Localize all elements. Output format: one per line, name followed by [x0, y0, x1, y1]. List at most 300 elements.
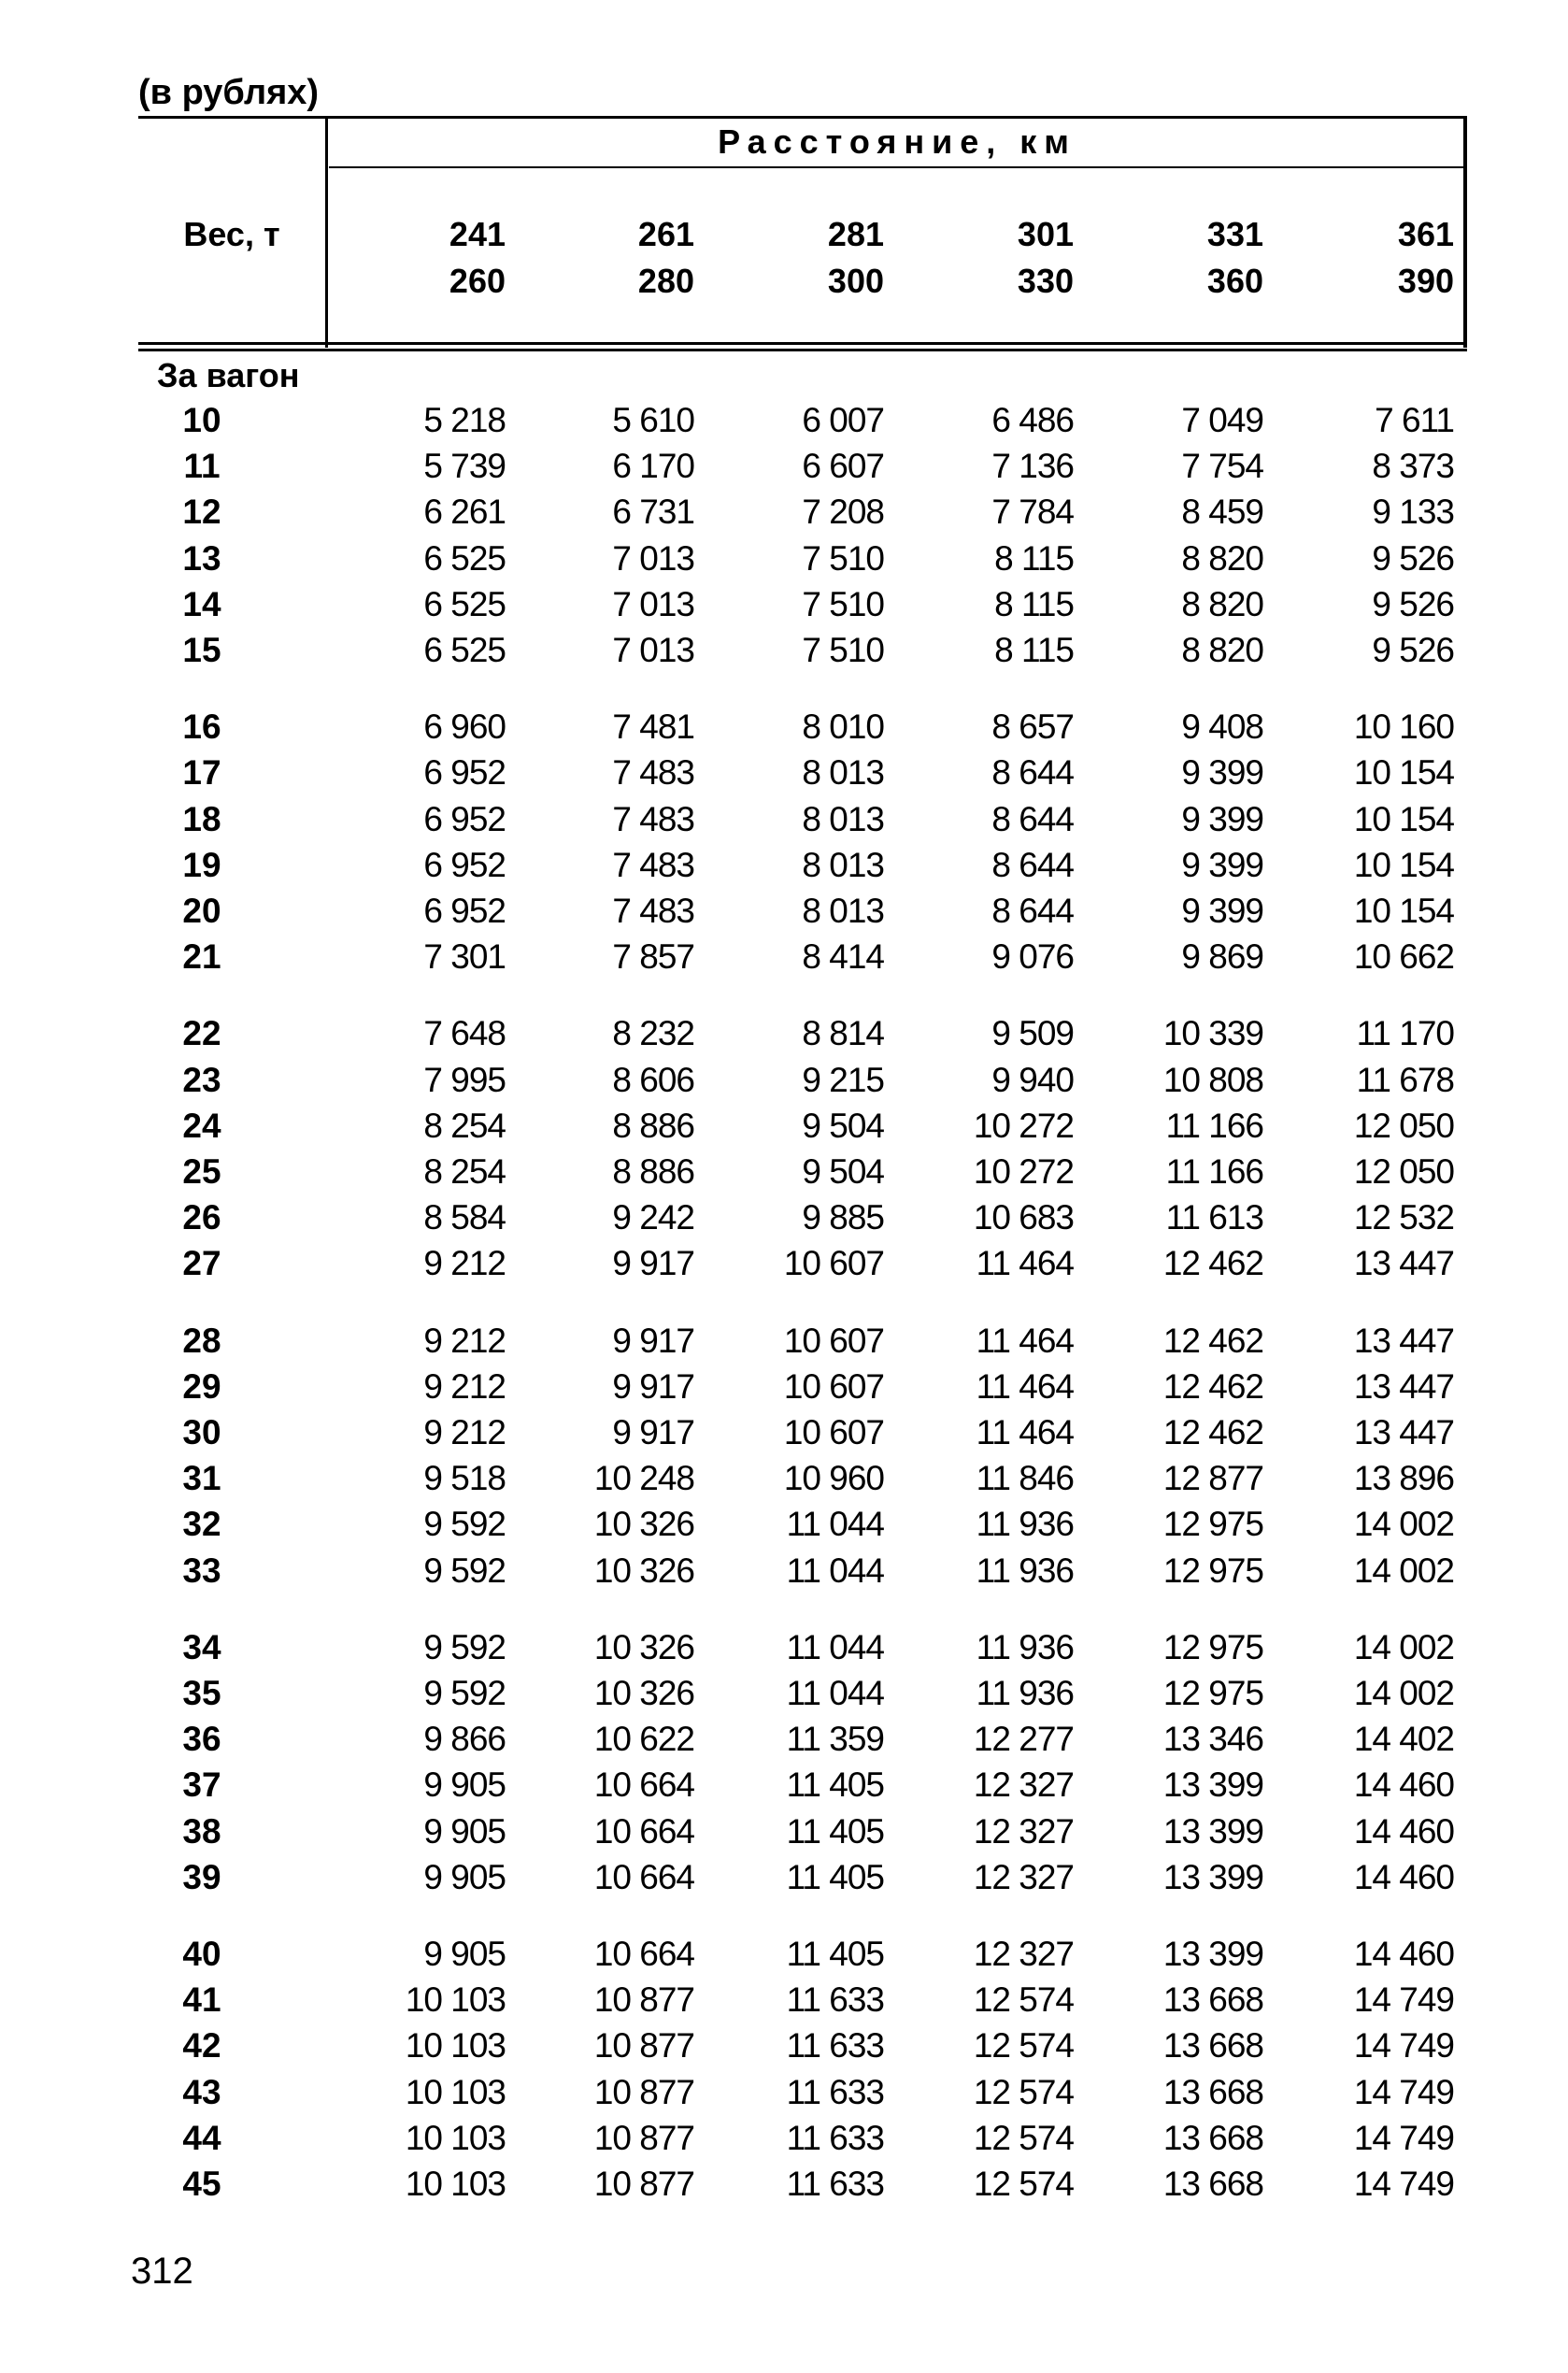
rate-cell: 7 648 — [423, 1014, 506, 1053]
rate-cell: 11 464 — [976, 1321, 1074, 1360]
table-row — [0, 1194, 1568, 1240]
rate-cell: 12 462 — [1162, 1321, 1263, 1360]
rate-cell: 12 327 — [973, 1857, 1074, 1896]
rate-cell: 10 154 — [1353, 753, 1454, 793]
rate-cell: 10 607 — [783, 1413, 884, 1451]
weight-cell: 25 — [182, 1152, 221, 1191]
rate-cell: 12 975 — [1162, 1505, 1263, 1544]
rate-cell: 10 808 — [1162, 1060, 1263, 1099]
rate-cell: 11 166 — [1165, 1106, 1263, 1145]
rate-cell: 12 327 — [973, 1935, 1074, 1973]
rate-cell: 7 510 — [802, 584, 884, 623]
table-row — [0, 750, 1568, 795]
weight-cell: 11 — [183, 447, 221, 486]
rate-cell: 9 526 — [1372, 584, 1454, 623]
weight-cell: 17 — [182, 753, 221, 793]
weight-cell: 21 — [182, 937, 221, 977]
rate-cell: 7 510 — [802, 538, 884, 578]
weight-cell: 34 — [182, 1627, 221, 1666]
rate-cell: 9 866 — [423, 1720, 506, 1759]
rate-cell: 14 002 — [1353, 1551, 1454, 1590]
rate-cell: 12 462 — [1162, 1244, 1263, 1283]
rate-cell: 9 212 — [423, 1321, 506, 1360]
weight-cell: 29 — [182, 1366, 221, 1406]
rate-cell: 12 975 — [1162, 1627, 1263, 1666]
rate-cell: 14 460 — [1353, 1811, 1454, 1851]
rate-cell: 13 346 — [1162, 1720, 1263, 1759]
rate-cell: 11 044 — [786, 1627, 884, 1666]
rate-cell: 10 326 — [593, 1505, 694, 1544]
rate-cell: 14 749 — [1353, 1980, 1454, 2020]
rate-cell: 11 846 — [976, 1459, 1074, 1498]
table-row — [0, 704, 1568, 750]
rate-cell: 8 644 — [991, 892, 1074, 930]
table-row — [0, 1808, 1568, 1854]
rate-cell: 11 359 — [786, 1720, 884, 1759]
range-to-0: 260 — [449, 262, 506, 300]
weight-cell: 18 — [182, 799, 221, 838]
rate-cell: 9 940 — [991, 1060, 1074, 1099]
rate-cell: 11 936 — [976, 1627, 1074, 1666]
weight-cell: 40 — [182, 1935, 221, 1973]
weight-cell: 13 — [182, 538, 221, 578]
weight-cell: 16 — [182, 708, 221, 747]
range-from-2: 281 — [827, 215, 884, 253]
table-row — [0, 2023, 1568, 2068]
rate-cell: 13 447 — [1353, 1413, 1454, 1451]
weight-cell: 15 — [182, 631, 221, 669]
rate-cell: 7 301 — [423, 937, 506, 977]
rate-cell: 9 526 — [1372, 538, 1454, 578]
rate-cell: 7 995 — [423, 1060, 506, 1099]
weight-cell: 35 — [182, 1674, 221, 1712]
rate-cell: 10 664 — [593, 1765, 694, 1805]
table-row — [0, 2161, 1568, 2207]
rate-cell: 10 326 — [593, 1627, 694, 1666]
table-row — [0, 888, 1568, 934]
header-top-rule — [138, 116, 1467, 119]
table-row — [0, 627, 1568, 673]
rate-cell: 7 784 — [991, 493, 1074, 532]
rate-cell: 10 248 — [593, 1459, 694, 1498]
table-row — [0, 536, 1568, 581]
rate-cell: 13 399 — [1162, 1765, 1263, 1805]
rate-cell: 12 050 — [1353, 1106, 1454, 1145]
table-row — [0, 397, 1568, 443]
table-row — [0, 934, 1568, 979]
weight-cell: 31 — [182, 1459, 221, 1498]
rate-cell: 7 611 — [1375, 401, 1454, 439]
rate-cell: 13 399 — [1162, 1857, 1263, 1896]
rate-cell: 7 481 — [612, 708, 694, 747]
rate-cell: 9 408 — [1181, 708, 1263, 747]
rate-cell: 14 460 — [1353, 1935, 1454, 1973]
rate-cell: 8 414 — [802, 937, 884, 977]
rate-cell: 11 405 — [786, 1811, 884, 1851]
table-row — [0, 1762, 1568, 1808]
rate-cell: 10 326 — [593, 1551, 694, 1590]
rate-cell: 14 749 — [1353, 2072, 1454, 2111]
rate-cell: 11 464 — [976, 1244, 1074, 1283]
distance-title-rule — [329, 166, 1467, 168]
rate-cell: 10 877 — [593, 1980, 694, 2020]
rate-cell: 7 013 — [612, 631, 694, 669]
weight-cell: 24 — [182, 1106, 221, 1145]
rate-cell: 6 607 — [802, 447, 884, 486]
rate-cell: 14 460 — [1353, 1765, 1454, 1805]
rate-cell: 8 814 — [802, 1014, 884, 1053]
rate-cell: 10 683 — [973, 1198, 1074, 1237]
rate-cell: 10 103 — [405, 2026, 506, 2066]
rate-cell: 10 103 — [405, 2072, 506, 2111]
rate-cell: 10 877 — [593, 2165, 694, 2203]
rate-cell: 8 254 — [423, 1152, 506, 1191]
rate-cell: 13 399 — [1162, 1935, 1263, 1973]
rate-cell: 12 574 — [973, 1980, 1074, 2020]
distance-title: Расстояние, км — [718, 122, 1076, 161]
rate-cell: 7 754 — [1181, 447, 1263, 486]
rate-cell: 9 917 — [612, 1244, 694, 1283]
rate-cell: 10 664 — [593, 1857, 694, 1896]
weight-cell: 28 — [182, 1321, 221, 1360]
rate-cell: 9 399 — [1181, 845, 1263, 884]
rate-cell: 9 509 — [991, 1014, 1074, 1053]
rate-cell: 8 013 — [802, 845, 884, 884]
rate-cell: 9 905 — [423, 1765, 506, 1805]
rate-cell: 12 277 — [973, 1720, 1074, 1759]
rate-cell: 10 272 — [973, 1106, 1074, 1145]
table-row — [0, 1103, 1568, 1149]
rate-cell: 8 644 — [991, 845, 1074, 884]
rate-cell: 7 510 — [802, 631, 884, 669]
rate-cell: 7 136 — [991, 447, 1074, 486]
range-from-0: 241 — [449, 215, 506, 253]
rate-cell: 6 952 — [423, 799, 506, 838]
rate-cell: 10 103 — [405, 2165, 506, 2203]
rate-cell: 12 574 — [973, 2026, 1074, 2066]
weight-cell: 39 — [182, 1857, 221, 1896]
weight-cell: 32 — [182, 1505, 221, 1544]
weight-cell: 43 — [182, 2072, 221, 2111]
rate-cell: 6 170 — [612, 447, 694, 486]
table-row — [0, 1931, 1568, 1977]
rate-cell: 9 399 — [1181, 799, 1263, 838]
rate-cell: 6 731 — [612, 493, 694, 532]
rate-cell: 10 272 — [973, 1152, 1074, 1191]
header-divider — [325, 118, 328, 348]
rate-cell: 14 749 — [1353, 2026, 1454, 2066]
rate-cell: 10 877 — [593, 2072, 694, 2111]
range-to-4: 360 — [1206, 262, 1263, 300]
rate-cell: 8 013 — [802, 753, 884, 793]
rate-cell: 10 326 — [593, 1674, 694, 1712]
table-row — [0, 1149, 1568, 1194]
rate-cell: 11 464 — [976, 1413, 1074, 1451]
range-to-5: 390 — [1397, 262, 1454, 300]
rate-cell: 9 592 — [423, 1627, 506, 1666]
rate-cell: 9 504 — [802, 1152, 884, 1191]
rate-cell: 12 050 — [1353, 1152, 1454, 1191]
table-row — [0, 1501, 1568, 1547]
rate-cell: 12 462 — [1162, 1413, 1263, 1451]
rate-cell: 8 115 — [994, 538, 1074, 578]
rate-cell: 10 607 — [783, 1366, 884, 1406]
header-bottom-rule-1 — [138, 342, 1467, 345]
rate-cell: 5 739 — [423, 447, 506, 486]
rate-cell: 8 606 — [612, 1060, 694, 1099]
rate-cell: 7 013 — [612, 584, 694, 623]
range-from-4: 331 — [1206, 215, 1263, 253]
rate-cell: 10 103 — [405, 2118, 506, 2157]
rate-cell: 13 447 — [1353, 1366, 1454, 1406]
rate-cell: 10 103 — [405, 1980, 506, 2020]
rate-cell: 8 010 — [802, 708, 884, 747]
rate-cell: 13 447 — [1353, 1321, 1454, 1360]
rate-cell: 9 215 — [802, 1060, 884, 1099]
rate-cell: 8 644 — [991, 753, 1074, 793]
rate-cell: 9 212 — [423, 1366, 506, 1406]
rate-cell: 9 212 — [423, 1413, 506, 1451]
rate-cell: 10 664 — [593, 1935, 694, 1973]
rate-cell: 14 749 — [1353, 2118, 1454, 2157]
rate-cell: 13 668 — [1162, 2165, 1263, 2203]
rate-cell: 14 749 — [1353, 2165, 1454, 2203]
weight-cell: 19 — [182, 845, 221, 884]
rate-cell: 10 154 — [1353, 892, 1454, 930]
weight-cell: 12 — [182, 493, 221, 532]
rate-cell: 11 613 — [1165, 1198, 1263, 1237]
rate-cell: 9 212 — [423, 1244, 506, 1283]
rate-cell: 7 857 — [612, 937, 694, 977]
rate-cell: 9 905 — [423, 1811, 506, 1851]
rate-cell: 10 622 — [593, 1720, 694, 1759]
table-row — [0, 1716, 1568, 1762]
rate-cell: 7 049 — [1181, 401, 1263, 439]
rate-cell: 8 584 — [423, 1198, 506, 1237]
table-row — [0, 1318, 1568, 1364]
rate-cell: 12 462 — [1162, 1366, 1263, 1406]
rate-cell: 9 242 — [612, 1198, 694, 1237]
rate-cell: 9 885 — [802, 1198, 884, 1237]
table-row — [0, 1057, 1568, 1103]
rate-cell: 12 532 — [1353, 1198, 1454, 1237]
rate-cell: 12 327 — [973, 1765, 1074, 1805]
table-row — [0, 2069, 1568, 2115]
rate-cell: 8 254 — [423, 1106, 506, 1145]
table-row — [0, 581, 1568, 627]
rate-cell: 10 662 — [1353, 937, 1454, 977]
weight-cell: 20 — [182, 892, 221, 930]
rate-cell: 9 399 — [1181, 892, 1263, 930]
rate-cell: 8 657 — [991, 708, 1074, 747]
unit-label: (в рублях) — [138, 73, 320, 112]
rate-cell: 8 820 — [1181, 584, 1263, 623]
rate-cell: 6 525 — [423, 631, 506, 669]
rate-cell: 10 877 — [593, 2118, 694, 2157]
weight-cell: 26 — [182, 1198, 221, 1237]
rate-cell: 9 076 — [991, 937, 1074, 977]
rate-cell: 9 905 — [423, 1857, 506, 1896]
weight-cell: 30 — [182, 1413, 221, 1451]
table-row — [0, 1670, 1568, 1716]
weight-cell: 33 — [182, 1551, 221, 1590]
range-to-2: 300 — [827, 262, 884, 300]
rate-cell: 8 644 — [991, 799, 1074, 838]
rate-cell: 9 518 — [423, 1459, 506, 1498]
rate-cell: 10 160 — [1353, 708, 1454, 747]
rate-cell: 6 952 — [423, 753, 506, 793]
rate-cell: 6 952 — [423, 892, 506, 930]
weight-cell: 38 — [182, 1811, 221, 1851]
rate-cell: 13 447 — [1353, 1244, 1454, 1283]
rate-cell: 9 917 — [612, 1366, 694, 1406]
table-row — [0, 1409, 1568, 1455]
weight-cell: 22 — [182, 1014, 221, 1053]
rate-cell: 9 133 — [1372, 493, 1454, 532]
rate-cell: 8 886 — [612, 1152, 694, 1191]
table-row — [0, 842, 1568, 888]
rate-cell: 9 869 — [1181, 937, 1263, 977]
rate-cell: 11 464 — [976, 1366, 1074, 1406]
weight-cell: 37 — [182, 1765, 221, 1805]
table-row — [0, 1010, 1568, 1056]
rate-cell: 13 668 — [1162, 2026, 1263, 2066]
rate-cell: 11 405 — [786, 1857, 884, 1896]
rate-cell: 14 002 — [1353, 1505, 1454, 1544]
rate-cell: 10 607 — [783, 1321, 884, 1360]
rate-cell: 8 886 — [612, 1106, 694, 1145]
rate-cell: 6 952 — [423, 845, 506, 884]
rate-cell: 11 633 — [786, 1980, 884, 2020]
table-row — [0, 1854, 1568, 1900]
rate-cell: 6 486 — [991, 401, 1074, 439]
weight-cell: 42 — [182, 2026, 221, 2066]
rate-cell: 9 592 — [423, 1551, 506, 1590]
weight-cell: 45 — [182, 2165, 221, 2203]
rate-cell: 10 154 — [1353, 845, 1454, 884]
rate-cell: 9 399 — [1181, 753, 1263, 793]
rate-cell: 5 218 — [423, 401, 506, 439]
table-row — [0, 1240, 1568, 1286]
rate-cell: 8 459 — [1181, 493, 1263, 532]
rate-cell: 10 339 — [1162, 1014, 1263, 1053]
rate-cell: 6 007 — [802, 401, 884, 439]
rate-cell: 13 896 — [1353, 1459, 1454, 1498]
rate-cell: 11 044 — [786, 1505, 884, 1544]
rate-cell: 7 483 — [612, 753, 694, 793]
table-row — [0, 1364, 1568, 1409]
rate-cell: 9 917 — [612, 1413, 694, 1451]
rate-cell: 13 668 — [1162, 2118, 1263, 2157]
rate-cell: 11 633 — [786, 2026, 884, 2066]
page-number: 312 — [131, 2251, 193, 2292]
rate-cell: 8 013 — [802, 892, 884, 930]
rate-cell: 13 399 — [1162, 1811, 1263, 1851]
table-row — [0, 1977, 1568, 2023]
table-row — [0, 1548, 1568, 1594]
rate-cell: 7 483 — [612, 845, 694, 884]
rate-cell: 13 668 — [1162, 1980, 1263, 2020]
rate-cell: 11 678 — [1356, 1060, 1454, 1099]
rate-cell: 14 002 — [1353, 1627, 1454, 1666]
rate-cell: 9 905 — [423, 1935, 506, 1973]
section-label: За вагон — [157, 356, 300, 394]
rate-cell: 8 820 — [1181, 538, 1263, 578]
rate-cell: 11 170 — [1356, 1014, 1454, 1053]
range-from-5: 361 — [1397, 215, 1454, 253]
weight-cell: 23 — [182, 1060, 221, 1099]
rate-cell: 8 373 — [1372, 447, 1454, 486]
rate-cell: 8 115 — [994, 584, 1074, 623]
rate-cell: 12 877 — [1162, 1459, 1263, 1498]
rate-cell: 10 154 — [1353, 799, 1454, 838]
rate-cell: 6 525 — [423, 584, 506, 623]
table-row — [0, 1624, 1568, 1670]
rate-cell: 14 402 — [1353, 1720, 1454, 1759]
rate-cell: 10 877 — [593, 2026, 694, 2066]
weight-cell: 14 — [182, 584, 221, 623]
weight-cell: 10 — [182, 401, 221, 439]
rate-cell: 10 960 — [783, 1459, 884, 1498]
table-row — [0, 489, 1568, 535]
rate-cell: 11 633 — [786, 2118, 884, 2157]
weight-cell: 41 — [182, 1980, 221, 2020]
rate-cell: 11 936 — [976, 1505, 1074, 1544]
rate-cell: 6 261 — [423, 493, 506, 532]
rate-cell: 8 232 — [612, 1014, 694, 1053]
rate-cell: 11 405 — [786, 1765, 884, 1805]
rate-cell: 11 405 — [786, 1935, 884, 1973]
rate-cell: 14 460 — [1353, 1857, 1454, 1896]
rate-cell: 10 607 — [783, 1244, 884, 1283]
table-row — [0, 1455, 1568, 1501]
weight-cell: 44 — [182, 2118, 221, 2157]
rate-cell: 11 936 — [976, 1674, 1074, 1712]
rate-cell: 11 936 — [976, 1551, 1074, 1590]
rate-cell: 6 525 — [423, 538, 506, 578]
rate-cell: 11 044 — [786, 1551, 884, 1590]
rate-cell: 8 013 — [802, 799, 884, 838]
rate-cell: 14 002 — [1353, 1674, 1454, 1712]
rate-cell: 12 975 — [1162, 1674, 1263, 1712]
rate-cell: 11 166 — [1165, 1152, 1263, 1191]
rate-cell: 12 327 — [973, 1811, 1074, 1851]
rate-cell: 6 960 — [423, 708, 506, 747]
range-from-3: 301 — [1017, 215, 1074, 253]
rate-cell: 7 208 — [802, 493, 884, 532]
range-from-1: 261 — [637, 215, 694, 253]
rate-cell: 7 483 — [612, 892, 694, 930]
rate-cell: 8 820 — [1181, 631, 1263, 669]
rate-cell: 12 574 — [973, 2118, 1074, 2157]
rate-cell: 9 504 — [802, 1106, 884, 1145]
rate-cell: 11 633 — [786, 2072, 884, 2111]
rate-cell: 10 664 — [593, 1811, 694, 1851]
rate-cell: 12 975 — [1162, 1551, 1263, 1590]
rate-cell: 11 633 — [786, 2165, 884, 2203]
rate-cell: 9 592 — [423, 1674, 506, 1712]
rate-cell: 9 592 — [423, 1505, 506, 1544]
range-to-3: 330 — [1017, 262, 1074, 300]
rate-cell: 9 917 — [612, 1321, 694, 1360]
rate-cell: 12 574 — [973, 2072, 1074, 2111]
weight-cell: 36 — [182, 1720, 221, 1759]
rate-cell: 7 013 — [612, 538, 694, 578]
weight-title: Вес, т — [183, 215, 280, 253]
rate-cell: 12 574 — [973, 2165, 1074, 2203]
rate-cell: 13 668 — [1162, 2072, 1263, 2111]
rate-cell: 9 526 — [1372, 631, 1454, 669]
